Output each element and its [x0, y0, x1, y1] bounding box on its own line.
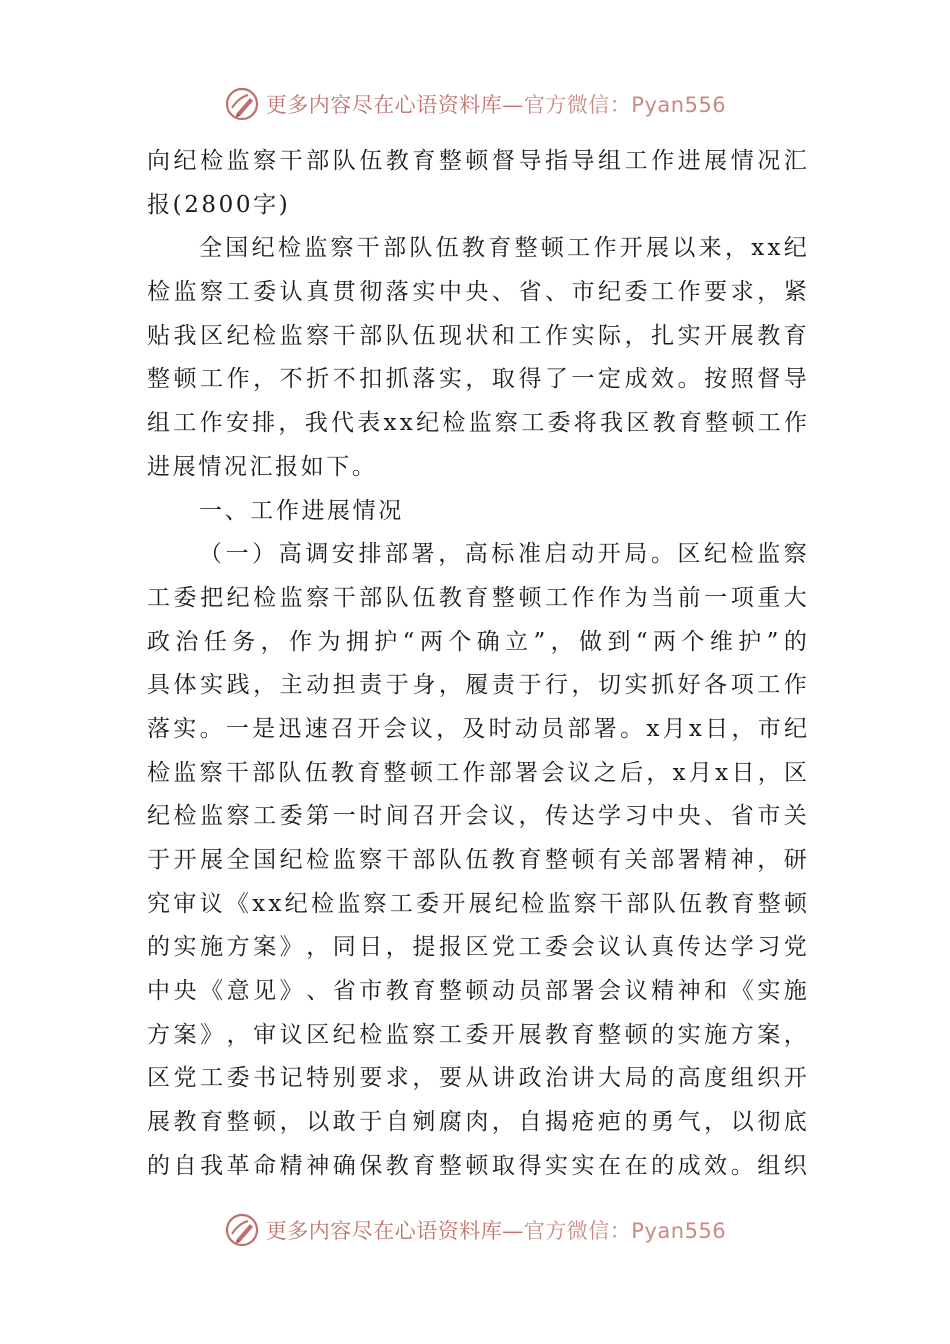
text-line: 落 实 。 一 是 迅 速 召 开 会 议 ， 及 时 动 员 部 署 。 x 月 x 日 ， 市 纪: [147, 715, 807, 742]
text-line: 组 工 作 安 排 ， 我 代 表 x x 纪 检 监 察 工 委 将 我 区 教 育 整 顿 工 作: [147, 410, 807, 437]
document-body: [147, 140, 807, 1189]
watermark-header: [0, 84, 950, 124]
text-line: 报 ( 2 8 0 0 字 ): [147, 191, 291, 218]
text-line: （ 一 ） 高 调 安 排 部 署 ， 高 标 准 启 动 开 局 。 区 纪 检 监 察: [199, 541, 807, 568]
text-line: 方 案 》 ， 审 议 区 纪 检 监 察 工 委 开 展 教 育 整 顿 的 实 施 方 案 ，: [147, 1021, 807, 1048]
text-line: 向 纪 检 监 察 干 部 队 伍 教 育 整 顿 督 导 指 导 组 工 作 进 展 情 况 汇: [147, 148, 807, 174]
text-line: 究 审 议 《 x x 纪 检 监 察 工 委 开 展 纪 检 监 察 干 部 队 伍 教 育 整 顿: [147, 890, 807, 917]
text-line: 工 委 把 纪 检 监 察 干 部 队 伍 教 育 整 顿 工 作 作 为 当 前 一 项 重 大: [147, 584, 807, 611]
text-line: 于 开 展 全 国 纪 检 监 察 干 部 队 伍 教 育 整 顿 有 关 部 署 精 神 ， 研: [147, 847, 807, 873]
watermark-footer: [0, 1210, 950, 1250]
text-line: 一 、 工 作 进 展 情 况: [199, 497, 404, 524]
text-line: 全 国 纪 检 监 察 干 部 队 伍 教 育 整 顿 工 作 开 展 以 来 ， x x 纪: [199, 235, 807, 262]
pen-circle-logo-icon: [224, 86, 260, 122]
text-line: 的 自 我 革 命 精 神 确 保 教 育 整 顿 取 得 实 实 在 在 的 成 效 。 组 织: [147, 1152, 807, 1179]
text-line: 进 展 情 况 汇 报 如 下 。: [147, 453, 378, 480]
text-line: 检 监 察 干 部 队 伍 教 育 整 顿 工 作 部 署 会 议 之 后 ， x 月 x 日 ， 区: [147, 759, 807, 786]
watermark-text: 更多内容尽在心语资料库—官方微信：Pyan556: [265, 93, 727, 117]
text-line: 纪 检 监 察 工 委 第 一 时 间 召 开 会 议 ， 传 达 学 习 中 央 、 省 市 关: [147, 803, 807, 830]
text-line: 中 央 《 意 见 》 、 省 市 教 育 整 顿 动 员 部 署 会 议 精 神 和 《 实 施: [147, 978, 807, 1005]
pen-circle-logo-icon: [224, 1212, 260, 1248]
text-line: 贴 我 区 纪 检 监 察 干 部 队 伍 现 状 和 工 作 实 际 ， 扎 实 开 展 教 育: [147, 322, 807, 349]
text-line: 具 体 实 践 ， 主 动 担 责 于 身 ， 履 责 于 行 ， 切 实 抓 好 各 项 工 作: [147, 672, 807, 699]
text-line: 的 实 施 方 案 》 ， 同 日 ， 提 报 区 党 工 委 会 议 认 真 传 达 学 习 党: [147, 934, 807, 961]
watermark-text: 更多内容尽在心语资料库—官方微信：Pyan556: [265, 1219, 727, 1243]
text-line: 检 监 察 工 委 认 真 贯 彻 落 实 中 央 、 省 、 市 纪 委 工 作 要 求 ， 紧: [147, 279, 807, 306]
text-line: 展 教 育 整 顿 ， 以 敢 于 自 剜 腐 肉 ， 自 揭 疮 疤 的 勇 气 ， 以 彻 底: [147, 1109, 807, 1136]
text-line: 区 党 工 委 书 记 特 别 要 求 ， 要 从 讲 政 治 讲 大 局 的 高 度 组 织 开: [147, 1065, 807, 1092]
text-line: 整 顿 工 作 ， 不 折 不 扣 抓 落 实 ， 取 得 了 一 定 成 效 。 按 照 督 导: [147, 366, 807, 393]
text-line: 政 治 任 务 ， 作 为 拥 护 “ 两 个 确 立 ” ， 做 到 “ 两 个 维 护 ” 的: [147, 628, 807, 655]
